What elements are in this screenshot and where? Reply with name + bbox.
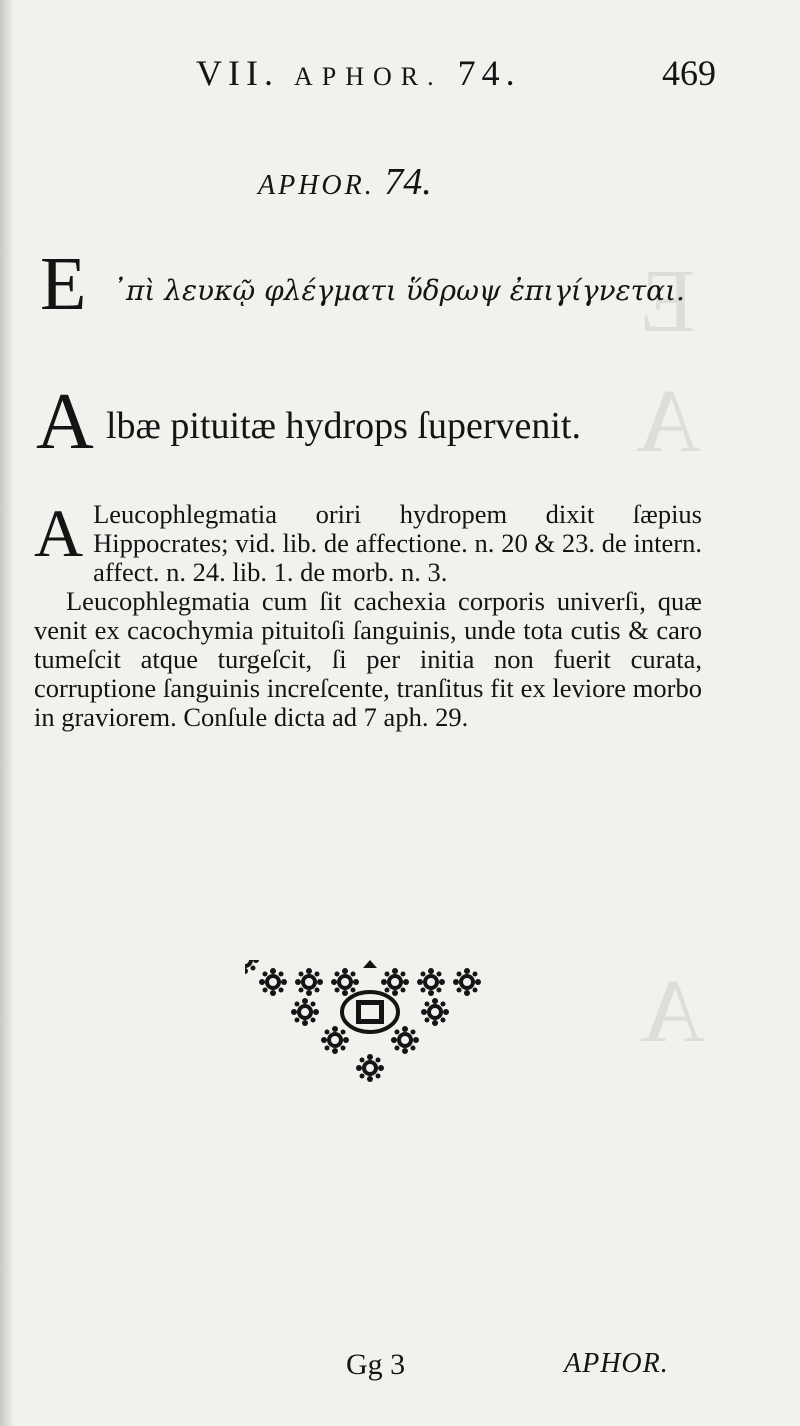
commentary-drop-initial: A [34, 495, 84, 571]
commentary-paragraph-2: Leucophlegmatia cum ſit cachexia corporis univerſi, quæ venit ex cacochymia pituitoſi ſanguinis, unde tota cutis & caro tumeſcit atque turgeſcit, ſi per initia non fuerit curata, corruptione ſanguinis increſcente, tranſitus fit ex leviore morbo in graviorem. Conſule dicta ad 7 aph. 29. [34, 586, 702, 732]
catchword: APHOR. [564, 1348, 669, 1379]
aphorism-heading [258, 160, 432, 204]
greek-aphorism [40, 242, 720, 326]
aphorism-heading-number: 74. [384, 161, 432, 203]
commentary-paragraph-1: Leucophlegmatia oriri hydropem dixit ſæpius Hippocrates; vid. lib. de affectione. n. 20 & 23. de intern. affect. n. 24. lib. 1. de morb. n. 3. [93, 499, 702, 587]
running-head-left [196, 52, 521, 94]
running-head-aphor-number: 74. [457, 53, 521, 93]
aphorism-heading-label: APHOR. [258, 170, 375, 201]
page-gutter-shadow [0, 0, 14, 1426]
greek-aphorism-text: ᾽πὶ λευκῷ φλέγματι ὕδρωψ ἐπιγίγνεται. [112, 274, 685, 307]
bleed-through-letter: A [640, 962, 705, 1061]
latin-aphorism-text: lbæ pituitæ hydrops ſupervenit. [106, 405, 581, 447]
bleed-through-letter: A [636, 372, 701, 471]
running-head-section: VII. [196, 53, 279, 93]
signature-mark: Gg 3 [346, 1348, 406, 1381]
running-head [196, 52, 716, 96]
page-number: 469 [662, 53, 716, 93]
running-head-aphor-label: APHOR. [293, 62, 443, 91]
greek-drop-initial: E [40, 242, 87, 326]
bleed-through-letter: E [640, 252, 695, 351]
printers-ornament-icon [245, 960, 495, 1090]
commentary [34, 495, 702, 732]
latin-drop-initial: A [36, 378, 94, 466]
